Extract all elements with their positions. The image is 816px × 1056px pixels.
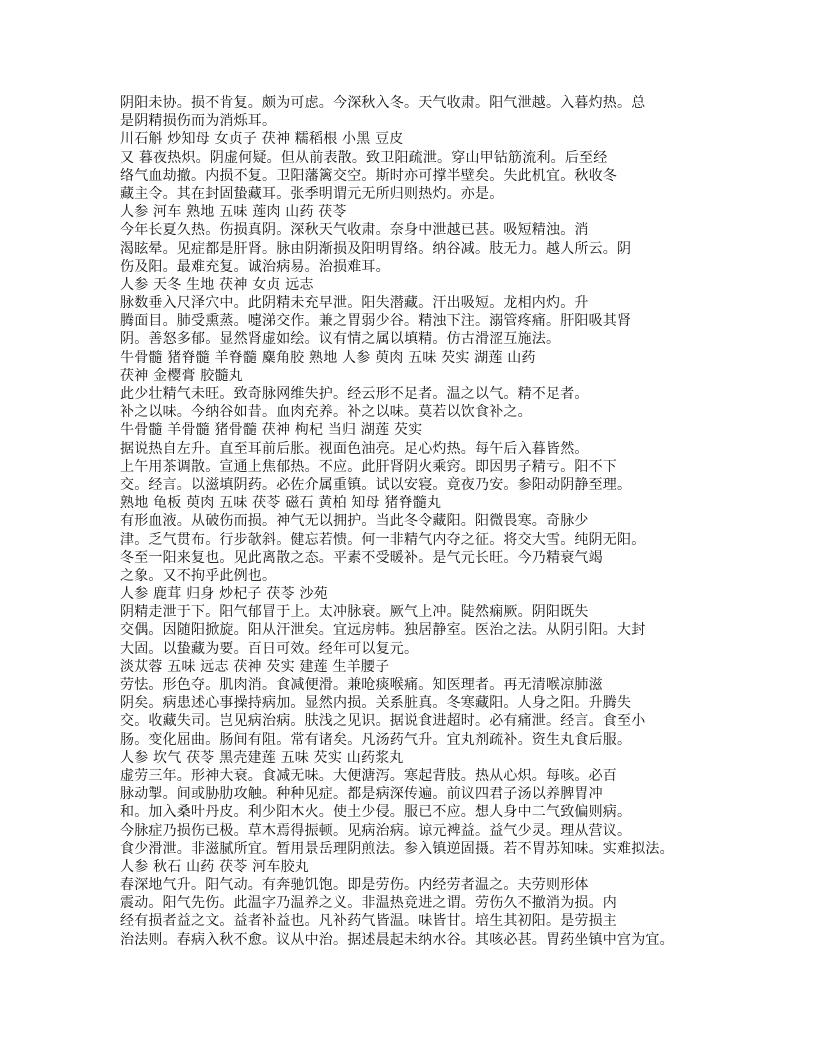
text-line: 冬至一阳来复也。见此离散之态。平素不受暖补。是气元长旺。今乃精衰气竭	[120, 549, 603, 566]
text-line: 阴。善怒多郁。显然肾虚如绘。议有情之属以填精。仿古滑涩互施法。	[120, 331, 561, 348]
text-line: 伤及阳。最难充复。诚治病易。治损难耳。	[120, 258, 390, 275]
text-line: 之象。又不拘乎此例也。	[120, 567, 277, 584]
text-line: 经有损者益之文。益者补益也。凡补药气皆温。味皆甘。培生其初阳。是劳损主	[120, 913, 617, 930]
text-line: 治法则。春病入秋不愈。议从中治。据述晨起未纳水谷。其咳必甚。胃药坐镇中宫为宜。	[120, 931, 674, 948]
text-line: 牛骨髓 猪脊髓 羊脊髓 麋角胶 熟地 人参 萸肉 五味 芡实 湖莲 山药	[120, 349, 536, 366]
text-line: 络气血劫撤。内损不复。卫阳藩篱交空。斯时亦可撑半壁矣。失此机宜。秋收冬	[120, 167, 617, 184]
text-line: 有形血液。从破伤而损。神气无以拥护。当此冬令藏阳。阳微畏寒。奇脉少	[120, 513, 589, 530]
text-line: 阴阳未协。损不肯复。颇为可虑。今深秋入冬。天气收肃。阳气泄越。入暮灼热。总	[120, 95, 646, 111]
text-line: 劳怯。形色夺。肌肉消。食减便滑。兼呛痰喉痛。知医理者。再无清喉凉肺滋	[120, 677, 603, 693]
text-line: 交。经言。以滋填阴药。必佐介属重镇。试以安寝。竟夜乃安。参阳动阴静至理。	[120, 476, 632, 493]
text-line: 腾面目。肺受熏蒸。嚏涕交作。兼之胃弱少谷。精浊下注。溺管疼痛。肝阳吸其肾	[120, 313, 632, 330]
text-line: 据说热自左升。直至耳前后胀。视面色油亮。足心灼热。每午后入暮皆然。	[120, 440, 589, 457]
text-line: 渴眩晕。见症都是肝肾。脉由阴渐损及阳明胃络。纳谷减。肢无力。越人所云。阴	[120, 240, 632, 257]
text-line: 人参 河车 熟地 五味 莲肉 山药 茯苓	[120, 204, 347, 221]
text-line: 牛骨髓 羊骨髓 猪骨髓 茯神 枸杞 当归 湖莲 芡实	[120, 422, 423, 439]
text-line: 人参 秋石 山药 茯苓 河车胶丸	[120, 858, 309, 875]
text-line: 今脉症乃损伤已极。草木焉得振顿。见病治病。谅元裨益。益气少灵。理从营议。	[120, 822, 632, 839]
text-line: 人参 坎气 茯苓 黑壳建莲 五味 芡实 山药浆丸	[120, 749, 404, 766]
text-line: 今年长夏久热。伤损真阴。深秋天气收肃。奈身中泄越已甚。吸短精浊。消	[120, 222, 589, 239]
text-line: 大固。以蛰藏为要。百日可效。经年可以复元。	[120, 640, 419, 657]
text-line: 人参 天冬 生地 茯神 女贞 远志	[120, 276, 314, 293]
text-line: 人参 鹿茸 归身 炒杞子 茯苓 沙苑	[120, 586, 328, 603]
text-line: 脉数垂入尺泽穴中。此阴精未充早泄。阳失潜藏。汗出吸短。龙相内灼。升	[120, 295, 589, 312]
text-line: 川石斛 炒知母 女贞子 茯神 糯稻根 小黑 豆皮	[120, 131, 404, 148]
text-line: 肠。变化屈曲。肠间有阻。常有诸矣。凡汤药气升。宜丸剂疏补。资生丸食后服。	[120, 731, 632, 748]
text-line: 是阴精损伤而为消烁耳。	[120, 113, 277, 130]
text-line: 交偶。因随阳掀旋。阳从汗泄矣。宜远房帏。独居静室。医治之法。从阴引阳。大封	[120, 622, 646, 639]
text-line: 淡苁蓉 五味 远志 茯神 芡实 建莲 生羊腰子	[120, 658, 390, 675]
text-line: 藏主令。其在封固蛰藏耳。张季明谓元无所归则热灼。亦是。	[120, 185, 504, 202]
text-line: 茯神 金樱膏 胶髓丸	[120, 367, 243, 384]
text-line: 脉动掣。间或胁肋攻触。种种见症。都是病深传遍。前议四君子汤以养脾胃冲	[120, 786, 603, 803]
text-line: 熟地 龟板 萸肉 五味 茯苓 磁石 黄柏 知母 猪脊髓丸	[120, 495, 442, 512]
text-line: 阴精走泄于下。阳气郁冒于上。太冲脉衰。厥气上冲。陡然痫厥。阴阳既失	[120, 604, 589, 621]
text-line: 虚劳三年。形神大衰。食减无味。大便溏泻。寒起背肢。热从心炽。每咳。必百	[120, 767, 617, 784]
text-line: 上午用茶调散。宣通上焦郁热。不应。此肝肾阴火乘窍。即因男子精亏。阳不下	[120, 458, 617, 475]
text-line: 震动。阳气先伤。此温字乃温养之义。非温热竞进之谓。劳伤久不撤消为损。内	[120, 895, 617, 912]
text-line: 又 暮夜热炽。阴虚何疑。但从前表散。致卫阳疏泄。穿山甲钻筋流利。后至经	[120, 149, 608, 166]
document-page	[120, 94, 720, 949]
text-line: 春深地气升。阳气动。有奔驰饥饱。即是劳伤。内经劳者温之。夫劳则形体	[120, 877, 589, 894]
text-line: 津。乏气贯布。行步欹斜。健忘若愦。何一非精气内夺之征。将交大雪。纯阴无阳。	[120, 531, 646, 548]
text-line: 交。收藏失司。岂见病治病。肤浅之见识。据说食进超时。必有痛泄。经言。食至小	[120, 713, 646, 730]
text-line: 阴矣。病患述心事操持病加。显然内损。关系脏真。冬寒藏阳。人身之阳。升腾失	[120, 695, 632, 712]
text-line: 食少滑泄。非滋腻所宜。暂用景岳理阴煎法。参入镇逆固摄。若不胃苏知味。实难拟法。	[120, 840, 674, 857]
text-line: 和。加入桑叶丹皮。利少阳木火。使土少侵。服已不应。想人身中二气致偏则病。	[120, 804, 632, 821]
text-line: 此少壮精气未旺。致奇脉网维失护。经云形不足者。温之以气。精不足者。	[120, 386, 589, 402]
text-line: 补之以味。今纳谷如昔。血肉充养。补之以味。莫若以饮食补之。	[120, 404, 532, 421]
